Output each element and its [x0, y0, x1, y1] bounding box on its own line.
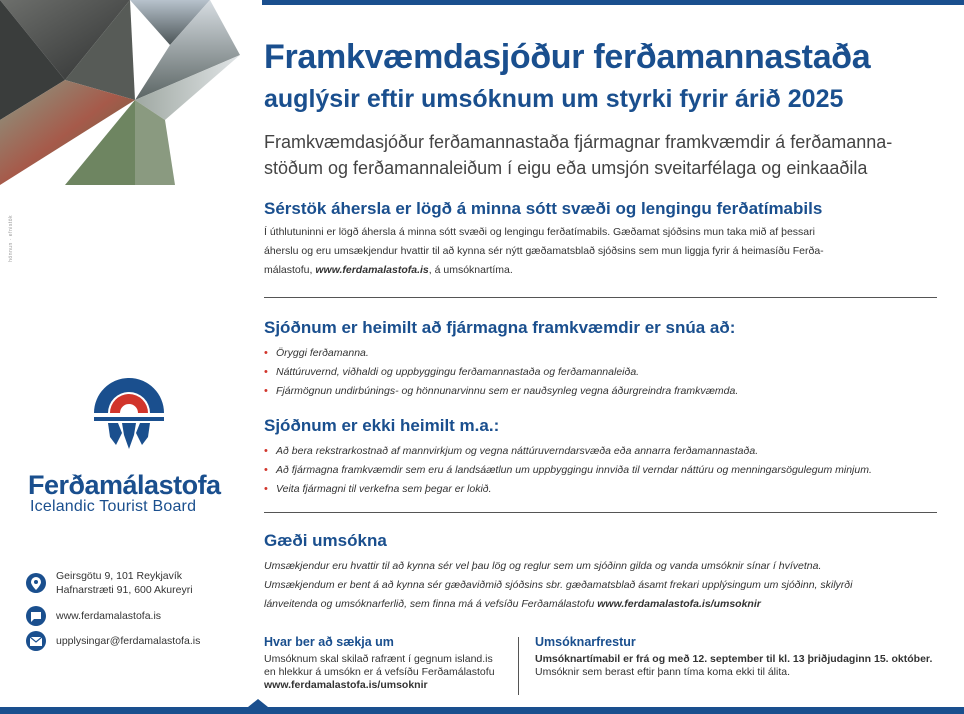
website-link[interactable]: www.ferdamalastofa.is [56, 610, 162, 622]
allowed-list [264, 344, 738, 401]
address-block [26, 569, 193, 597]
website-link[interactable]: www.ferdamalastofa.is [315, 264, 429, 276]
column-divider [518, 637, 519, 695]
address-line: Geirsgötu 9, 101 Reykjavík [56, 570, 183, 582]
section-heading-quality: Gæði umsókna [264, 531, 387, 550]
footer-line: en hlekkur á umsókn er á vefsíðu Ferðamálastofu [264, 666, 495, 678]
list-item: • Að fjármagna framkvæmdir sem eru á landsáætlun um uppbyggingu innviða til verndar náttúru og menningarsögulegum minjum. [264, 461, 872, 480]
applications-link[interactable]: www.ferdamalastofa.is/umsoknir [597, 598, 761, 610]
divider [264, 512, 937, 513]
list-item: • Fjármögnun undirbúnings- og hönnunarvinnu sem er nauðsynleg vegna áðurgreindra framkvæmda. [264, 382, 738, 401]
paragraph-line: lánveitenda og umsóknarferlið, sem finna má á vefsíðu Ferðamálastofu www.ferdamalastofa.is/umsoknir [264, 598, 761, 610]
speech-bubble-icon [26, 606, 46, 626]
list-item: • Náttúruvernd, viðhaldi og uppbyggingu ferðamannastaða og ferðamannaleiða. [264, 363, 738, 382]
list-item: • Að bera rekstrarkostnað af mannvirkjum og vegna náttúruverndarsvæða eða annarra ferðamannastaða. [264, 442, 872, 461]
deadline-block [535, 636, 932, 679]
list-item: • Öryggi ferðamanna. [264, 344, 738, 363]
deadline-period: Umsóknartímabil er frá og með 12. september til kl. 13 þriðjudaginn 15. október. [535, 653, 933, 665]
email-block [26, 631, 200, 651]
focus-paragraph [264, 223, 939, 280]
where-to-apply-heading: Hvar ber að sækja um [264, 635, 394, 649]
applications-link[interactable]: www.ferdamalastofa.is/umsoknir [264, 679, 428, 691]
paragraph-line: málastofu, www.ferdamalastofa.is, á umsóknartíma. [264, 264, 513, 276]
lead-paragraph [264, 129, 954, 181]
brand-subtitle: Icelandic Tourist Board [30, 498, 197, 515]
paragraph-line: Umsækjendum er bent á að kynna sér gæðaviðmið sjóðsins sbr. gæðamatsblað ásamt frekari upplýsingum um sjóðinn, skilyrði [264, 579, 853, 591]
ferdamalastofa-logo [88, 373, 170, 455]
divider [264, 297, 937, 298]
paragraph-line: Umsækjendur eru hvattir til að kynna sér vel þau lög og reglur sem um sjóðinn gilda og vanda umsóknir sínar í hvívetna. [264, 560, 822, 572]
deadline-heading: Umsóknarfrestur [535, 635, 636, 649]
top-accent-bar [262, 0, 964, 5]
quality-paragraph [264, 557, 939, 614]
landscape-photo-mosaic [0, 0, 245, 190]
address-line: Hafnarstræti 91, 600 Akureyri [56, 584, 193, 596]
section-heading-allowed: Sjóðnum er heimilt að fjármagna framkvæmdir er snúa að: [264, 318, 736, 337]
location-pin-icon [26, 573, 46, 593]
paragraph-line: Í úthlutuninni er lögð áhersla á minna sótt svæði og lengingu ferðatímabils. Gæðamat sjóðsins mun taka mið af þessari [264, 226, 815, 238]
website-block [26, 606, 161, 626]
vertical-credit: hönnun · efnistök [8, 215, 14, 262]
envelope-icon [26, 631, 46, 651]
paragraph-line: áherslu og eru umsækjendur hvattir til að kynna sér nýtt gæðamatsblað sjóðsins sem mun liggja fyrir á heimasíðu Ferða- [264, 245, 824, 257]
brand-name: Ferðamálastofa [28, 470, 221, 500]
section-heading-focus: Sérstök áhersla er lögð á minna sótt svæði og lengingu ferðatímabils [264, 199, 823, 218]
section-heading-not-allowed: Sjóðnum er ekki heimilt m.a.: [264, 416, 500, 435]
not-allowed-list [264, 442, 872, 499]
bottom-accent-bar [0, 707, 964, 714]
email-link[interactable]: upplysingar@ferdamalastofa.is [56, 635, 201, 647]
where-to-apply-block [264, 636, 495, 692]
list-item: • Veita fjármagni til verkefna sem þegar er lokið. [264, 480, 872, 499]
footer-line: Umsóknir sem berast eftir þann tíma koma ekki til álita. [535, 666, 791, 678]
lead-line: stöðum og ferðamannaleiðum í eigu eða umsjón sveitarfélaga og einkaaðila [264, 158, 868, 178]
lead-line: Framkvæmdasjóður ferðamannastaða fjármagnar framkvæmdir á ferðamanna- [264, 132, 893, 152]
page-subtitle: auglýsir eftir umsóknum um styrki fyrir árið 2025 [264, 85, 844, 113]
page-title: Framkvæmdasjóður ferðamannastaða [264, 38, 871, 76]
footer-line: Umsóknum skal skilað rafrænt í gegnum island.is [264, 653, 493, 665]
